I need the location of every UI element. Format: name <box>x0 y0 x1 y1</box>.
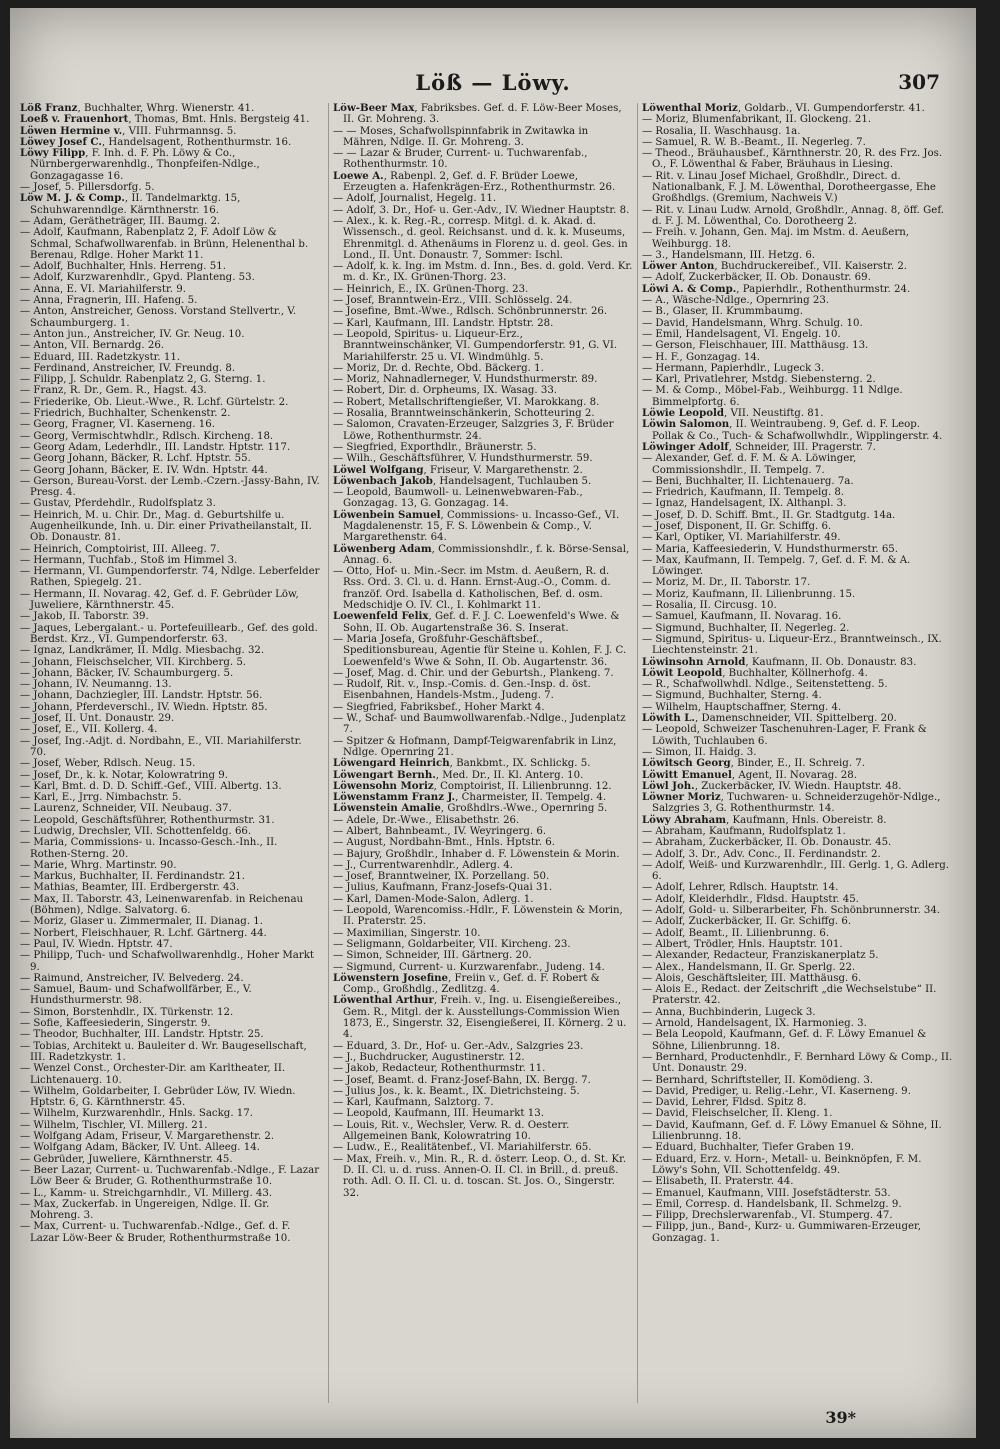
directory-entry: — David, Lehrer, Fldsd. Spitz 8. <box>642 1097 807 1109</box>
directory-entry: — Heinrich, Comptoirist, III. Alleeg. 7. <box>20 543 220 555</box>
directory-entry: — Maria Josefa, Großfuhr-Geschäftsbef., Speditionsbureau, Agentie für Steine u. Kohlen, F. J. C. Loewenfeld's Wwe & Sohn, II. Ob. Augartenstr. 36. <box>333 633 627 668</box>
column-2 <box>328 103 633 1403</box>
directory-entry: — Friedrich, Buchhalter, Schenkenstr. 2. <box>20 408 231 420</box>
directory-entry: — Adolf, Kaufmann, Rabenplatz 2, F. Adolf Löw & Schmal, Schafwollwarenfab. in Brünn, Helenenthal b. Berenau, Rdlge. Hoher Markt 11. <box>20 227 309 261</box>
directory-entry: — Raimund, Anstreicher, IV. Belvederg. 24. <box>20 972 244 984</box>
directory-entry: — Georg, Fragner, VI. Kaserneng. 16. <box>20 419 215 431</box>
directory-columns <box>20 103 962 1403</box>
directory-entry: — — Lazar & Bruder, Current- u. Tuchwarenfab., Rothenthurmstr. 10. <box>333 148 588 171</box>
directory-entry: — Wilhelm, Hauptschaffner, Sterng. 4. <box>642 701 842 713</box>
directory-entry: — Simon, Schneider, III. Gärtnerg. 20. <box>333 950 532 962</box>
directory-entry: — Friedrich, Kaufmann, II. Tempelg. 8. <box>642 487 845 499</box>
directory-entry: — Leopold, Spiritus- u. Liqueur-Erz., Branntweinschänker, VI. Gumpendorferstr. 91, G. VI. Mariahilferstr. 25 u. VI. Windmühlg. 5. <box>333 328 618 363</box>
directory-entry: — Alex., Handelsmann, II. Gr. Sperlg. 22. <box>642 961 856 973</box>
directory-entry: — Samuel, Baum- und Schafwollfärber, E., V. Hundsthurmerstr. 98. <box>20 984 252 1007</box>
directory-entry: — Anton, Anstreicher, Genoss. Vorstand Stellvertr., V. Schaumburgerg. 1. <box>20 306 297 329</box>
directory-entry: — Jakob, Redacteur, Rothenthurmstr. 11. <box>333 1063 546 1075</box>
directory-entry: Löwith L., Damenschneider, VII. Spittelberg. 20. <box>642 712 897 725</box>
directory-entry: Löwenstamm Franz J., Charmeister, II. Tempelg. 4. <box>333 791 607 804</box>
directory-entry: — Emil, Corresp. d. Handelsbank, II. Schmelzg. 9. <box>642 1198 902 1210</box>
directory-entry: — Maria, Commissions- u. Incasso-Gesch.-Inh., II. Rothen-Sterng. 20. <box>20 837 278 860</box>
directory-entry: — Emanuel, Kaufmann, VIII. Josefstädterstr. 53. <box>642 1187 891 1199</box>
directory-entry: — Heinrich, M. u. Chir. Dr., Mag. d. Geburtshilfe u. Augenheilkunde, Inh. u. Dir. einer Privatheilanstalt, II. Ob. Donaustr. 81. <box>20 509 312 544</box>
directory-entry: — Moriz, Blumenfabrikant, II. Glockeng. 21. <box>642 114 872 126</box>
directory-entry: — Adolf, Beamt., II. Lilienbrunng. 6. <box>642 927 830 939</box>
directory-entry: — Sigmund, Current- u. Kurzwarenfabr., Judeng. 14. <box>333 961 605 973</box>
directory-entry: — Johann, Bäcker, IV. Schaumburgerg. 5. <box>20 667 234 679</box>
directory-entry: — Hermann, VI. Gumpendorferstr. 74, Ndlge. Leberfelder Rathen, Spiegelg. 21. <box>20 566 320 589</box>
directory-entry: — Josef, Ing.-Adjt. d. Nordbahn, E., VII. Mariahilferstr. 70. <box>20 735 302 758</box>
directory-entry: — Arnold, Handelsagent, IX. Harmonieg. 3. <box>642 1018 867 1030</box>
directory-entry: — Moriz, Kaufmann, II. Lilienbrunng. 15. <box>642 588 856 600</box>
directory-entry: — Adele, Dr.-Wwe., Elisabethstr. 26. <box>333 814 520 826</box>
directory-entry: Löwl Joh., Zuckerbäcker, IV. Wiedn. Hauptstr. 48. <box>642 779 902 792</box>
directory-entry: — Karl, Privatlehrer, Mstdg. Siebensterng. 2. <box>642 374 876 386</box>
directory-entry: — Hermann, II. Novarag. 42, Gef. d. F. Gebrüder Löw, Juweliere, Kärnthnerstr. 45. <box>20 588 299 612</box>
directory-entry: Löwenbach Jakob, Handelsagent, Tuchlauben 5. <box>333 474 592 487</box>
directory-entry: — Louis, Rit. v., Wechsler, Verw. R. d. Oesterr. Allgemeinen Bank, Kolowratring 10. <box>333 1119 570 1143</box>
directory-entry: — Friederike, Ob. Lieut.-Wwe., R. Lchf. Gürtelstr. 2. <box>20 396 289 408</box>
directory-entry: — Wilhelm, Goldarbeiter, I. Gebrüder Löw, IV. Wiedn. Hptstr. 6, G. Kärnthnerstr. 45. <box>20 1085 296 1109</box>
directory-entry: — Salomon, Cravaten-Erzeuger, Salzgries 3, F. Brüder Löwe, Rothenthurmstr. 24. <box>333 419 614 442</box>
directory-entry: Löwey Josef C., Handelsagent, Rothenthurmstr. 16. <box>20 135 292 148</box>
directory-entry: — Josef, Branntweiner, IX. Porzellang. 50. <box>333 871 550 883</box>
directory-entry: — Eduard, III. Radetzkystr. 11. <box>20 351 181 363</box>
directory-entry: — Josef, Dr., k. k. Notar, Kolowratring 9. <box>20 769 228 781</box>
directory-entry: Löwinger Adolf, Schneider, III. Pragerstr. 7. <box>642 440 876 453</box>
directory-entry: — Bernhard, Productenhdlr., F. Bernhard Löwy & Comp., II. Unt. Donaustr. 29. <box>642 1051 953 1075</box>
directory-entry: — Mathias, Beamter, III. Erdbergerstr. 43. <box>20 882 240 894</box>
directory-entry: — Josef, Mag. d. Chir. und der Geburtsh., Plankeng. 7. <box>333 667 614 679</box>
directory-entry: — Johann, IV. Neumanng. 13. <box>20 679 172 691</box>
directory-entry: — Georg Johann, Bäcker, E. IV. Wdn. Hptstr. 44. <box>20 464 268 476</box>
column-1 <box>20 103 320 1403</box>
sheet-signature: 39* <box>825 1408 856 1427</box>
directory-entry: — Josef, Beamt. d. Franz-Josef-Bahn, IX. Bergg. 7. <box>333 1074 591 1086</box>
directory-entry: — Josef, E., VII. Kollerg. 4. <box>20 724 158 736</box>
directory-entry: — Adolf, Kurzwarenhdlr., Gpyd. Planteng. 53. <box>20 272 255 284</box>
directory-entry: Löwenthal Arthur, Freih. v., Ing. u. Eisengießereibes., Gem. R., Mitgl. der k. Ausstellungs-Commission Wien 1873, E., Singerstr. 32, Eisengießerei, II. Körnerg. 2 u. 4. <box>333 994 627 1041</box>
directory-entry: — Albert, Trödler, Hnls. Hauptstr. 101. <box>642 938 843 950</box>
directory-entry: — Markus, Buchhalter, II. Ferdinandstr. 21. <box>20 871 245 883</box>
directory-entry: — Rit. v. Linau Ludw. Arnold, Großhdlr., Annag. 8, öff. Gef. d. F. J. M. Löwenthal, Co. Dorotheerg 2. <box>642 204 944 227</box>
directory-entry: — Leopold, Warencomiss.-Hdlr., F. Löwenstein & Morin, II. Praterstr. 25. <box>333 905 623 928</box>
directory-entry: — Julius Jos., k. k. Beamt., IX. Dietrichsteing. 5. <box>333 1085 580 1097</box>
directory-entry: — David, Handelsmann, Whrg. Schulg. 10. <box>642 317 863 329</box>
directory-entry: — Paul, IV. Wiedn. Hptstr. 47. <box>20 938 173 950</box>
directory-entry: — Anna, Fragnerin, III. Hafeng. 5. <box>20 295 198 307</box>
directory-entry: — Moriz, M. Dr., II. Taborstr. 17. <box>642 577 811 589</box>
directory-entry: — Beer Lazar, Current- u. Tuchwarenfab.-Ndlge., F. Lazar Löw Beer & Bruder, G. Rothenthurmstraße 10. <box>20 1164 320 1188</box>
directory-entry: — Rosalia, Branntweinschänkerin, Schotteuring 2. <box>333 408 595 420</box>
directory-entry: — Ludwig, Drechsler, VII. Schottenfeldg. 66. <box>20 826 252 837</box>
directory-entry: Löwenstern Josefine, Freiin v., Gef. d. F. Robert & Comp., Großhdlg., Zedlitzg. 4. <box>333 971 600 996</box>
directory-entry: — Sofie, Kaffeesiederin, Singerstr. 9. <box>20 1018 211 1030</box>
directory-entry: — Max, Current- u. Tuchwarenfab.-Ndlge., Gef. d. F. Lazar Löw-Beer & Bruder, Rothenthurmstraße 10. <box>20 1221 291 1244</box>
directory-entry: — Julius, Kaufmann, Franz-Josefs-Quai 31. <box>333 882 553 894</box>
directory-entry: — W., Schaf- und Baumwollwarenfab.-Ndlge., Judenplatz 7. <box>333 713 626 736</box>
page-number: 307 <box>898 70 940 94</box>
directory-entry: — B., Glaser, II. Krummbaumg. <box>642 306 804 318</box>
directory-entry: — Josef, II. Unt. Donaustr. 29. <box>20 713 175 725</box>
directory-entry: — Alois E., Redact. der Zeitschrift „die Wechselstube“ II. Praterstr. 42. <box>642 984 937 1007</box>
directory-entry: — Moriz, Dr. d. Rechte, Obd. Bäckerg. 1. <box>333 362 544 374</box>
directory-entry: — Josef, Weber, Rdlsch. Neug. 15. <box>20 758 196 770</box>
directory-entry: — Max, II. Taborstr. 43, Leinenwarenfab. in Reichenau (Böhmen), Ndlge. Salvatorg. 6. <box>20 893 304 917</box>
directory-entry: Löwengard Heinrich, Bankbmt., IX. Schlickg. 5. <box>333 757 591 770</box>
directory-entry: — Adolf, Zuckerbäcker, II. Ob. Donaustr. 69. <box>642 272 871 284</box>
directory-entry: Loewe A., Rabenpl. 2, Gef. d. F. Brüder Loewe, Erzeugten a. Hafenkrägen-Erz., Rothenthurmstr. 26. <box>333 169 616 194</box>
directory-entry: — Karl, Damen-Mode-Salon, Adlerg. 1. <box>333 893 534 905</box>
directory-entry: — Simon, Borstenhdlr., IX. Türkenstr. 12. <box>20 1006 234 1018</box>
directory-entry: Löwy Filipp, F. Inh. d. F. Ph. Löwy & Co., Nürnbergerwarenhdlg., Thonpfeifen-Ndlge., Gonzagagasse 16. <box>20 147 260 182</box>
directory-entry: — Anna, Buchbinderin, Lugeck 3. <box>642 1006 816 1018</box>
directory-entry: — Leopold, Geschäftsführer, Rothenthurmstr. 31. <box>20 814 275 826</box>
directory-entry: — Adolf, Lehrer, Rdlsch. Hauptstr. 14. <box>642 882 839 894</box>
directory-entry: Löw M. J. & Comp., II. Tandelmarktg. 15, Schuhwarenndlge. Kärnthnerstr. 16. <box>20 192 241 216</box>
directory-entry: — Josef, D. D. Schiff. Bmt., II. Gr. Stadtgutg. 14a. <box>642 509 896 521</box>
directory-entry: — Georg Adam, Lederhdlr., III. Landstr. Hptstr. 117. <box>20 441 291 453</box>
directory-entry: — Sigmund, Spiritus- u. Liqueur-Erz., Branntweinsch., IX. Liechtensteinstr. 21. <box>642 633 942 657</box>
directory-entry: — Josef, Disponent, II. Gr. Schiffg. 6. <box>642 520 832 532</box>
directory-entry: — Karl, E., Jrrg. Nimbachstr. 5. <box>20 792 182 804</box>
directory-entry: — Abraham, Kaufmann, Rudolfsplatz 1. <box>642 826 846 837</box>
directory-entry: Löwin Salomon, II. Weintraubeng. 9, Gef. d. F. Leop. Pollak & Co., Tuch- & Schafwollwhdlr., Wipplingerstr. 4. <box>642 418 943 442</box>
directory-entry: — Adolf, k. k. Ing. im Mstm. d. Inn., Bes. d. gold. Verd. Kr. m. d. Kr., IX. Grünen-Thorg. 23. <box>333 261 633 284</box>
directory-entry: Löwenbein Samuel, Commissions- u. Incasso-Gef., VI. Magdalenenstr. 15, F. S. Löwenbein & Comp., V. Margarethenstr. 64. <box>333 508 620 544</box>
directory-entry: — Theod., Bräuhausbef., Kärnthnerstr. 20, R. des Frz. Jos. O., F. Löwenthal & Faber, Bräuhaus in Liesing. <box>642 148 943 171</box>
directory-page <box>10 8 976 1438</box>
directory-entry: — Ferdinand, Anstreicher, IV. Freundg. 8. <box>20 362 236 374</box>
directory-entry: — A., Wäsche-Ndlge., Opernring 23. <box>642 295 830 307</box>
directory-entry: — Maria, Kaffeesiederin, V. Hundsthurmerstr. 65. <box>642 543 899 555</box>
directory-entry: — R., Schafwollwhdl. Ndlge., Seitenstetteng. 5. <box>642 679 888 691</box>
directory-entry: — Anton jun., Anstreicher, IV. Gr. Neug. 10. <box>20 328 245 340</box>
directory-entry: — Karl, Kaufmann, III. Landstr. Hptstr. 28. <box>333 317 554 329</box>
directory-entry: — Adolf, Weiß- und Kurzwarenhdlr., III. Gerlg. 1, G. Adlerg. 6. <box>642 859 949 883</box>
directory-entry: — Wenzel Const., Orchester-Dir. am Karltheater, II. Lichtenauerg. 10. <box>20 1063 286 1086</box>
directory-entry: — Sigmund, Buchhalter, Sterng. 4. <box>642 690 822 702</box>
directory-entry: — M. & Comp., Möbel-Fab., Weihburgg. 11 Ndlge. Bimmelpfortg. 6. <box>642 385 903 408</box>
directory-entry: — Anton, VII. Bernardg. 26. <box>20 340 165 352</box>
directory-entry: — Georg, Vermischtwhdlr., Rdlsch. Kircheng. 18. <box>20 430 274 442</box>
directory-entry: — Max, Zuckerfab. in Ungereigen, Ndlge. II. Gr. Mohreng. 3. <box>20 1198 270 1222</box>
directory-entry: — Eduard, Buchhalter, Tiefer Graben 19. <box>642 1142 855 1154</box>
directory-entry: — Karl, Kaufmann, Salztorg. 7. <box>333 1097 494 1109</box>
directory-entry: — Emil, Handelsagent, VI. Engelg. 10. <box>642 328 841 340</box>
directory-entry: — Johann, Dachziegler, III. Landstr. Hptstr. 56. <box>20 690 263 702</box>
directory-entry: — Wilh., Geschäftsführer, V. Hundsthurmerstr. 59. <box>333 453 593 465</box>
directory-entry: — Johann, Pferdeverschl., IV. Wiedn. Hptstr. 85. <box>20 701 268 713</box>
directory-entry: — Hermann, Tuchfab., Stoß im Himmel 3. <box>20 554 238 566</box>
directory-entry: Löwenberg Adam, Commissionshdlr., f. k. Börse-Sensal, Annag. 6. <box>333 542 630 566</box>
directory-entry: — Albert, Bahnbeamt., IV. Weyringerg. 6. <box>333 826 547 837</box>
directory-entry: — Jakob, II. Taborstr. 39. <box>20 611 149 623</box>
directory-entry: Löwer Anton, Buchdruckereibef., VII. Kaiserstr. 2. <box>642 260 908 273</box>
page-header <box>10 70 976 106</box>
directory-entry: — Jaques, Lebergalant.- u. Portefeuillearb., Gef. des gold. Berdst. Krz., VI. Gumpendorferstr. 63. <box>20 622 318 645</box>
directory-entry: — Adolf, Journalist, Hegelg. 11. <box>333 193 497 205</box>
directory-entry: — Theodor, Buchhalter, III. Landstr. Hptstr. 25. <box>20 1029 264 1041</box>
directory-entry: — Max, Freih. v., Min. R., R. d. österr. Leop. O., d. St. Kr. D. II. Cl. u. d. russ. Annen-O. II. Cl. in Brill., d. preuß. roth. Adl. O. II. Cl. u. d. toscan. St. Jos. O., Singerstr. 32. <box>333 1153 627 1199</box>
directory-entry: — David, Fleischselcher, II. Kleng. 1. <box>642 1108 833 1120</box>
directory-entry: — Alex., k. k. Reg.-R., corresp. Mitgl. d. k. Akad. d. Wissensch., d. geol. Reichsanst. und d. k. k. Museums, Ehrenmitgl. d. Athenäums in Florenz u. d. geol. Ges. in Lond., II. Unt. Donaustr. 7, Sommer: Ischl. <box>333 215 628 261</box>
directory-entry: — Norbert, Fleischhauer, R. Lchf. Gärtnerg. 44. <box>20 927 267 939</box>
directory-entry: — Heinrich, E., IX. Grünen-Thorg. 23. <box>333 283 529 295</box>
directory-entry: — Spitzer & Hofmann, Dampf-Teigwarenfabrik in Linz, Ndlge. Opernring 21. <box>333 735 617 758</box>
directory-entry: — Otto, Hof- u. Min.-Secr. im Mstm. d. Aeußern, R. d. Rss. Ord. 3. Cl. u. d. Hann. Ernst-Aug.-O., Comm. d. franzöf. Ord. Isabella d. Katholischen, Bef. d. osm. Medschidje O. IV. Cl., I. Kohlmarkt 11. <box>333 566 611 612</box>
directory-entry: — Bela Leopold, Kaufmann, Gef. d. F. Löwy Emanuel & Söhne, Lilienbrunng. 18. <box>642 1029 927 1052</box>
directory-entry: — Hermann, Papierhdlr., Lugeck 3. <box>642 362 825 374</box>
directory-entry: Loewenfeld Felix, Gef. d. F. J. C. Loewenfeld's Wwe. & Sohn, II. Ob. Augartenstraße 36. S. Inserat. <box>333 610 620 634</box>
directory-entry: — Gustav, Pferdehdlr., Rudolfsplatz 3. <box>20 498 216 510</box>
directory-entry: — Rosalia, II. Circusg. 10. <box>642 600 777 612</box>
directory-entry: — Sigmund, Buchhalter, II. Negerleg. 2. <box>642 622 850 634</box>
directory-entry: — 3., Handelsmann, III. Hetzg. 6. <box>642 249 816 261</box>
directory-entry: — Josef, Branntwein-Erz., VIII. Schlösselg. 24. <box>333 295 573 307</box>
directory-entry: — Gebrüder, Juweliere, Kärnthnerstr. 45. <box>20 1153 233 1165</box>
directory-entry: — Samuel, R. W. B.-Beamt., II. Negerleg. 7. <box>642 136 866 148</box>
directory-entry: — Franz, R. Dr., Gem. R., Hagst. 43. <box>20 385 207 397</box>
directory-entry: — Filipp, J. Schuldr. Rabenplatz 2, G. Sterng. 1. <box>20 374 266 386</box>
directory-entry: — Eduard, 3. Dr., Hof- u. Ger.-Adv., Salzgries 23. <box>333 1040 584 1052</box>
directory-entry: — Beni, Buchhalter, II. Lichtenauerg. 7a. <box>642 475 854 487</box>
directory-entry: — Adolf, 3. Dr., Hof- u. Ger.-Adv., IV. Wiedner Hauptstr. 8. <box>333 204 630 216</box>
directory-entry: Loeß v. Frauenhort, Thomas, Bmt. Hnls. Bergsteig 41. <box>20 113 310 126</box>
directory-entry: — Moriz, Glaser u. Zimmermaler, II. Dianag. 1. <box>20 916 264 928</box>
directory-entry: Löwel Wolfgang, Friseur, V. Margarethenstr. 2. <box>333 463 583 476</box>
directory-entry: — Siegfried, Fabriksbef., Hoher Markt 4. <box>333 701 545 713</box>
directory-entry: — Bernhard, Schriftsteller, II. Komödieng. 3. <box>642 1074 874 1086</box>
directory-entry: — H. F., Gonzagag. 14. <box>642 351 761 363</box>
directory-entry: — Leopold, Baumwoll- u. Leinenwebwaren-Fab., Gonzagag. 13, G. Gonzagag. 14. <box>333 487 583 510</box>
directory-entry: — Maximilian, Singerstr. 10. <box>333 927 481 939</box>
directory-entry: — Philipp, Tuch- und Schafwollwarenhdlg., Hoher Markt 9. <box>20 950 314 973</box>
directory-entry: — Adolf, Buchhalter, Hnls. Herreng. 51. <box>20 261 226 273</box>
directory-entry: Löwinsohn Arnold, Kaufmann, II. Ob. Donaustr. 83. <box>642 655 917 668</box>
directory-entry: — Gerson, Bureau-Vorst. der Lemb.-Czern.-Jassy-Bahn, IV. Presg. 4. <box>20 475 320 499</box>
directory-entry: — Filipp, jun., Band-, Kurz- u. Gummiwaren-Erzeuger, Gonzagag. 1. <box>642 1221 922 1244</box>
directory-entry: Löwensohn Moriz, Comptoirist, II. Lilienbrunng. 12. <box>333 779 612 792</box>
directory-entry: — Leopold, Kaufmann, III. Heumarkt 13. <box>333 1108 544 1120</box>
directory-entry: — Robert, Metallschriftengießer, VI. Marokkang. 8. <box>333 396 600 408</box>
directory-entry: — Seligmann, Goldarbeiter, VII. Kircheng. 23. <box>333 938 571 950</box>
directory-entry: — Wolfgang Adam, Friseur, V. Margarethenstr. 2. <box>20 1131 275 1143</box>
directory-entry: — Marie, Whrg. Martinstr. 90. <box>20 859 177 871</box>
directory-entry: Löwit Leopold, Buchhalter, Köllnerhofg. 4. <box>642 666 868 679</box>
column-3 <box>637 103 954 1403</box>
directory-entry: — Georg Johann, Bäcker, R. Lchf. Hptstr. 55. <box>20 453 251 465</box>
directory-entry: — Siegfried, Exporthdlr., Bräunerstr. 5. <box>333 441 537 453</box>
directory-entry: — Josefine, Bmt.-Wwe., Rdlsch. Schönbrunnerstr. 26. <box>333 306 608 318</box>
directory-entry: Löwengart Bernh., Med. Dr., II. Kl. Anterg. 10. <box>333 768 584 781</box>
directory-entry: — Max, Kaufmann, II. Tempelg. 7, Gef. d. F. M. & A. Löwinger. <box>642 554 911 578</box>
directory-entry: — J., Currentwarenhdlr., Adlerg. 4. <box>333 859 514 871</box>
directory-entry: — Adolf, 3. Dr., Adv. Conc., II. Ferdinandstr. 2. <box>642 848 881 860</box>
directory-entry: — Laurenz, Schneider, VII. Neubaug. 37. <box>20 803 232 815</box>
directory-entry: — Leopold, Schweizer Taschenuhren-Lager, F. Frank & Löwith, Tuchlauben 6. <box>642 724 927 747</box>
directory-entry: — Samuel, Kaufmann, II. Novarag. 16. <box>642 611 842 623</box>
directory-entry: — Filipp, Drechslerwarenfab., VI. Stumperg. 47. <box>642 1210 893 1222</box>
directory-entry: Löwenthal Moriz, Goldarb., VI. Gumpendorferstr. 41. <box>642 103 925 114</box>
directory-entry: Löwenstein Amalie, Großhdlrs.-Wwe., Opernring 5. <box>333 802 608 815</box>
directory-entry: — Alexander, Redacteur, Franziskanerplatz 5. <box>642 950 879 962</box>
directory-entry: — Johann, Fleischselcher, VII. Kirchberg. 5. <box>20 656 247 668</box>
directory-entry: — Karl, Optiker, VI. Mariahilferstr. 49. <box>642 532 841 544</box>
directory-entry: — Wolfgang Adam, Bäcker, IV. Unt. Alleeg. 14. <box>20 1142 260 1154</box>
directory-entry: — Alexander, Gef. d. F. M. & A. Löwinger, Commissionshdlr., II. Tempelg. 7. <box>642 453 857 476</box>
directory-entry: — Ignaz, Landkrämer, II. Mdlg. Miesbachg. 32. <box>20 645 265 657</box>
directory-entry: — Simon, II. Haidg. 3. <box>642 746 757 758</box>
directory-entry: — Wilhelm, Kurzwarenhdlr., Hnls. Sackg. 17. <box>20 1108 254 1120</box>
directory-entry: Löwie Leopold, VII. Neustiftg. 81. <box>642 407 824 420</box>
directory-entry: — Elisabeth, II. Praterstr. 44. <box>642 1176 794 1188</box>
directory-entry: Löw-Beer Max, Fabriksbes. Gef. d. F. Löw-Beer Moses, II. Gr. Mohreng. 3. <box>333 103 622 126</box>
directory-entry: — August, Nordbahn-Bmt., Hnls. Hptstr. 6. <box>333 837 555 849</box>
directory-entry: — Abraham, Zuckerbäcker, II. Ob. Donaustr. 45. <box>642 837 892 849</box>
directory-entry: — Bajury, Großhdlr., Inhaber d. F. Löwenstein & Morin. <box>333 848 620 860</box>
directory-entry: Löwitt Emanuel, Agent, II. Novarag. 28. <box>642 768 857 781</box>
directory-entry: — J., Buchdrucker, Augustinerstr. 12. <box>333 1051 525 1063</box>
directory-entry: — Adolf, Kleiderhdlr., Fldsd. Hauptstr. 45. <box>642 893 859 905</box>
directory-entry: — Rit. v. Linau Josef Michael, Großhdlr., Direct. d. Nationalbank, F. J. M. Löwenthal, Dorotheergasse, Ehe Großhdlgs. (Gremium, Nachweis V.) <box>642 170 936 205</box>
directory-entry: — Tobias, Architekt u. Bauleiter d. Wr. Baugesellschaft, III. Radetzkystr. 1. <box>20 1040 307 1063</box>
directory-entry: — — Moses, Schafwollspinnfabrik in Zwitawka in Mähren, Ndlge. II. Gr. Mohreng. 3. <box>333 125 589 148</box>
directory-entry: — Eduard, Erz. v. Horn-, Metall- u. Beinknöpfen, F. M. Löwy's Sohn, VII. Schottenfeldg. 49. <box>642 1153 922 1176</box>
directory-entry: — Wilhelm, Tischler, VI. Millerg. 21. <box>20 1119 208 1131</box>
directory-entry: — Karl, Bmt. d. D. D. Schiff.-Gef., VIII. Albertg. 13. <box>20 780 282 792</box>
directory-entry: — Moriz, Nahnadlerneger, V. Hundsthurmerstr. 89. <box>333 374 598 386</box>
directory-entry: — Adolf, Gold- u. Silberarbeiter, Fh. Schönbrunnerstr. 34. <box>642 905 941 917</box>
directory-entry: — Adolf, Zuckerbäcker, II. Gr. Schiffg. 6. <box>642 916 852 928</box>
directory-entry: — Robert, Dir. d. Orpheums, IX. Wasag. 33. <box>333 385 558 397</box>
directory-entry: Löwner Moriz, Tuchwaren- u. Schneiderzugehör-Ndlge., Salzgries 3, G. Rothenthurmstr. 14. <box>642 791 941 815</box>
directory-entry: — David, Kaufmann, Gef. d. F. Löwy Emanuel & Söhne, II. Lilienbrunng. 18. <box>642 1119 942 1143</box>
directory-entry: Löwi A. & Comp., Papierhdlr., Rothenthurmstr. 24. <box>642 282 911 295</box>
page-title: Löß — Löwy. <box>415 70 571 95</box>
directory-entry: — Rosalia, II. Waschhausg. 1a. <box>642 125 801 137</box>
directory-entry: Löwen Hermine v., VIII. Fuhrmannsg. 5. <box>20 124 237 137</box>
directory-entry: — Alois, Geschäftsleiter, III. Matthäusg. 6. <box>642 972 862 984</box>
directory-entry: Löß Franz, Buchhalter, Whrg. Wienerstr. 41. <box>20 103 255 114</box>
directory-entry: — Rudolf, Rit. v., Insp.-Comis. d. Gen.-Insp. d. öst. Eisenbahnen, Handels-Mstm., Judeng. 7. <box>333 679 591 702</box>
directory-entry: — Gerson, Fleischhauer, III. Matthäusg. 13. <box>642 340 869 352</box>
directory-entry: — Josef, 5. Pillersdorfg. 5. <box>20 182 155 194</box>
directory-entry: — Adam, Gerätheträger, III. Baumg. 2. <box>20 215 221 227</box>
directory-entry: — David, Prediger, u. Relig.-Lehr., VI. Kaserneng. 9. <box>642 1085 911 1097</box>
directory-entry: — Ignaz, Handelsagent, IX. Althanpl. 3. <box>642 498 847 510</box>
directory-entry: — L., Kamm- u. Streichgarnhdlr., VI. Millerg. 43. <box>20 1187 273 1199</box>
directory-entry: Löwitsch Georg, Binder, E., II. Schreig. 7. <box>642 757 866 770</box>
directory-entry: — Anna, E. VI. Mariahilferstr. 9. <box>20 283 186 295</box>
directory-entry: — Ludw., E., Realitätenbef., VI. Mariahilferstr. 65. <box>333 1142 592 1154</box>
directory-entry: — Freih. v. Johann, Gen. Maj. im Mstm. d. Aeußern, Weihburgg. 18. <box>642 227 910 250</box>
directory-entry: Löwy Abraham, Kaufmann, Hnls. Obereistr. 8. <box>642 813 887 826</box>
